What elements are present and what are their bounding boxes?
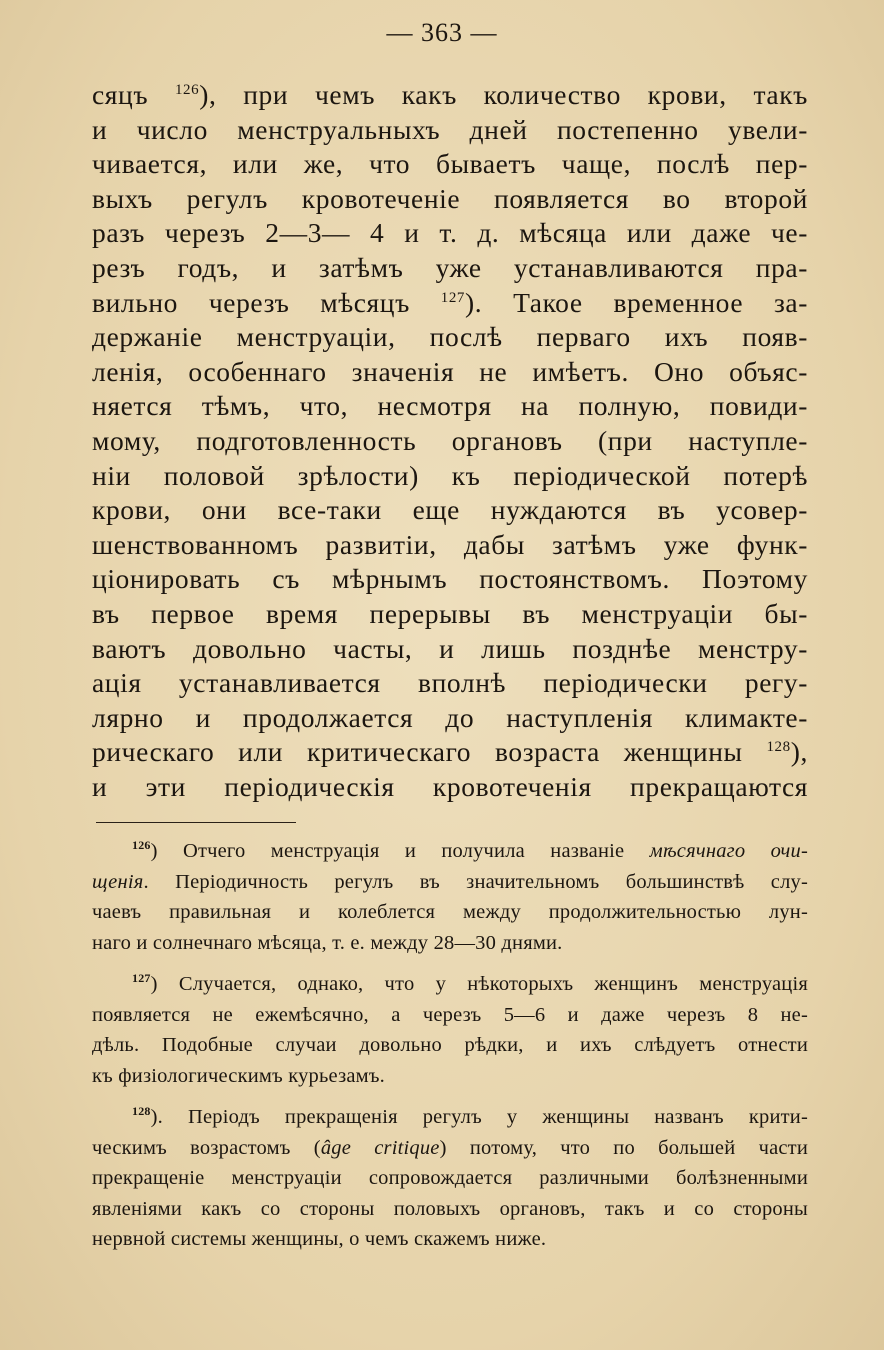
- text-segment: сяцъ: [92, 79, 175, 110]
- text-segment: разъ черезъ 2—3— 4 и т. д. мѣсяца или даже че-: [92, 217, 808, 249]
- text-segment: мому, подготовленность органовъ (при наступле-: [92, 424, 808, 456]
- text-segment: ленія, особеннаго значенія не имѣетъ. Оно объяс-: [92, 355, 808, 387]
- footnote-number: 126: [132, 838, 151, 853]
- footnote-line: [92, 867, 808, 898]
- text-segment: ціонировать съ мѣрнымъ постоянствомъ. Поэтому: [92, 563, 808, 595]
- page-number: — 363 —: [386, 18, 498, 47]
- text-line: [92, 147, 808, 182]
- text-segment: явленіями какъ со стороны половыхъ органовъ, такъ и со стороны: [92, 1197, 808, 1220]
- text-segment: шенствованномъ развитіи, дабы затѣмъ уже функ-: [92, 528, 808, 560]
- footnote-128: [92, 1102, 808, 1255]
- text-segment: и эти періодическія кровотеченія прекращаются: [92, 770, 808, 802]
- footnote-reference: 127: [440, 289, 466, 306]
- footnote-line: [92, 897, 808, 928]
- text-segment: рическаго или критическаго возраста женщины: [92, 736, 767, 768]
- text-line: [92, 424, 808, 459]
- text-line: [92, 701, 808, 736]
- text-line: [92, 666, 808, 701]
- text-segment: вильно черезъ мѣсяцъ: [92, 286, 441, 318]
- text-segment: и число менструальныхъ дней постепенно увели-: [92, 113, 808, 145]
- footnote-line: [92, 836, 808, 867]
- text-segment: появляется не ежемѣсячно, а черезъ 5—6 и даже черезъ 8 не-: [92, 1003, 808, 1026]
- text-line: [92, 251, 808, 286]
- text-line: [92, 355, 808, 390]
- footnote-line: [92, 969, 808, 1000]
- footnote-line: [92, 1224, 808, 1255]
- text-segment: дѣль. Подобные случаи довольно рѣдки, и ихъ слѣдуетъ отнести: [92, 1034, 808, 1056]
- text-segment: въ первое время перерывы въ менструаціи бы-: [92, 597, 808, 629]
- text-segment: ), при чемъ какъ количество крови, такъ: [199, 79, 808, 110]
- text-segment: ) Случается, однако, что у нѣкоторыхъ женщинъ менструація: [150, 973, 808, 995]
- italic-term: âge critique: [320, 1136, 440, 1159]
- main-text: [92, 78, 808, 804]
- text-segment: ) потому, что по большей части: [439, 1136, 809, 1159]
- text-segment: ),: [790, 736, 808, 768]
- text-segment: . Періодичность регулъ въ значительномъ большинствѣ слу-: [143, 870, 808, 893]
- text-line: [92, 389, 808, 424]
- footnote-line: [92, 1000, 808, 1031]
- text-line: [92, 735, 808, 770]
- footnote-number: 127: [132, 971, 151, 986]
- footnote-line: [92, 1163, 808, 1194]
- footnote-line: [92, 1030, 808, 1061]
- footnote-line: [92, 928, 808, 959]
- text-line: [92, 182, 808, 217]
- text-segment: лярно и продолжается до наступленія климакте-: [92, 701, 808, 733]
- text-segment: ваютъ довольно часты, и лишь позднѣе менстру-: [92, 632, 808, 664]
- text-segment: ). Такое временное за-: [465, 286, 808, 318]
- text-segment: къ физіологическимъ курьезамъ.: [92, 1064, 385, 1087]
- footnote-line: [92, 1061, 808, 1092]
- text-line: [92, 320, 808, 355]
- text-segment: выхъ регулъ кровотеченіе появляется во второй: [92, 182, 808, 214]
- text-line: [92, 597, 808, 632]
- text-segment: наго и солнечнаго мѣсяца, т. е. между 28—30 днями.: [92, 931, 563, 954]
- footnote-divider: [96, 822, 296, 823]
- footnote-line: [92, 1102, 808, 1133]
- text-line: [92, 632, 808, 667]
- text-line: [92, 528, 808, 563]
- text-line: [92, 216, 808, 251]
- text-line: [92, 493, 808, 528]
- footnote-126: [92, 836, 808, 958]
- text-segment: нервной системы женщины, о чемъ скажемъ ниже.: [92, 1228, 547, 1250]
- text-segment: резъ годъ, и затѣмъ уже устанавливаются пра-: [92, 251, 808, 283]
- text-segment: крови, они все-таки еще нуждаются въ усовер-: [92, 494, 808, 526]
- footnote-number: 128: [132, 1104, 151, 1119]
- text-segment: чаевъ правильная и колеблется между продолжительностью лун-: [92, 901, 808, 923]
- text-segment: держаніе менструаціи, послѣ перваго ихъ появ-: [92, 321, 808, 353]
- text-segment: чивается, или же, что бываетъ чаще, послѣ пер-: [92, 148, 808, 180]
- text-line: [92, 459, 808, 494]
- footnote-line: [92, 1194, 808, 1225]
- italic-term: мѣсячнаго очи-: [649, 840, 808, 862]
- text-segment: няется тѣмъ, что, несмотря на полную, повиди-: [92, 390, 808, 422]
- text-line: [92, 770, 808, 805]
- text-line: [92, 286, 808, 321]
- footnote-reference: 126: [174, 81, 200, 98]
- footnote-line: [92, 1133, 808, 1164]
- text-line: [92, 113, 808, 148]
- footnote-reference: 128: [766, 739, 791, 756]
- text-segment: ). Періодъ прекращенія регулъ у женщины названъ крити-: [150, 1106, 808, 1128]
- footnote-127: [92, 969, 808, 1091]
- text-segment: ніи половой зрѣлости) къ періодической потерѣ: [92, 459, 808, 491]
- text-segment: прекращеніе менструаціи сопровождается различными болѣзненными: [92, 1167, 808, 1189]
- footnotes: [92, 836, 808, 1266]
- text-line: [92, 562, 808, 597]
- text-line: [92, 78, 808, 113]
- italic-term: щенія: [92, 870, 144, 893]
- text-segment: ) Отчего менструація и получила названіе: [150, 840, 650, 862]
- text-segment: ческимъ возрастомъ (: [92, 1136, 321, 1159]
- text-segment: ація устанавливается вполнѣ періодически регу-: [92, 667, 808, 699]
